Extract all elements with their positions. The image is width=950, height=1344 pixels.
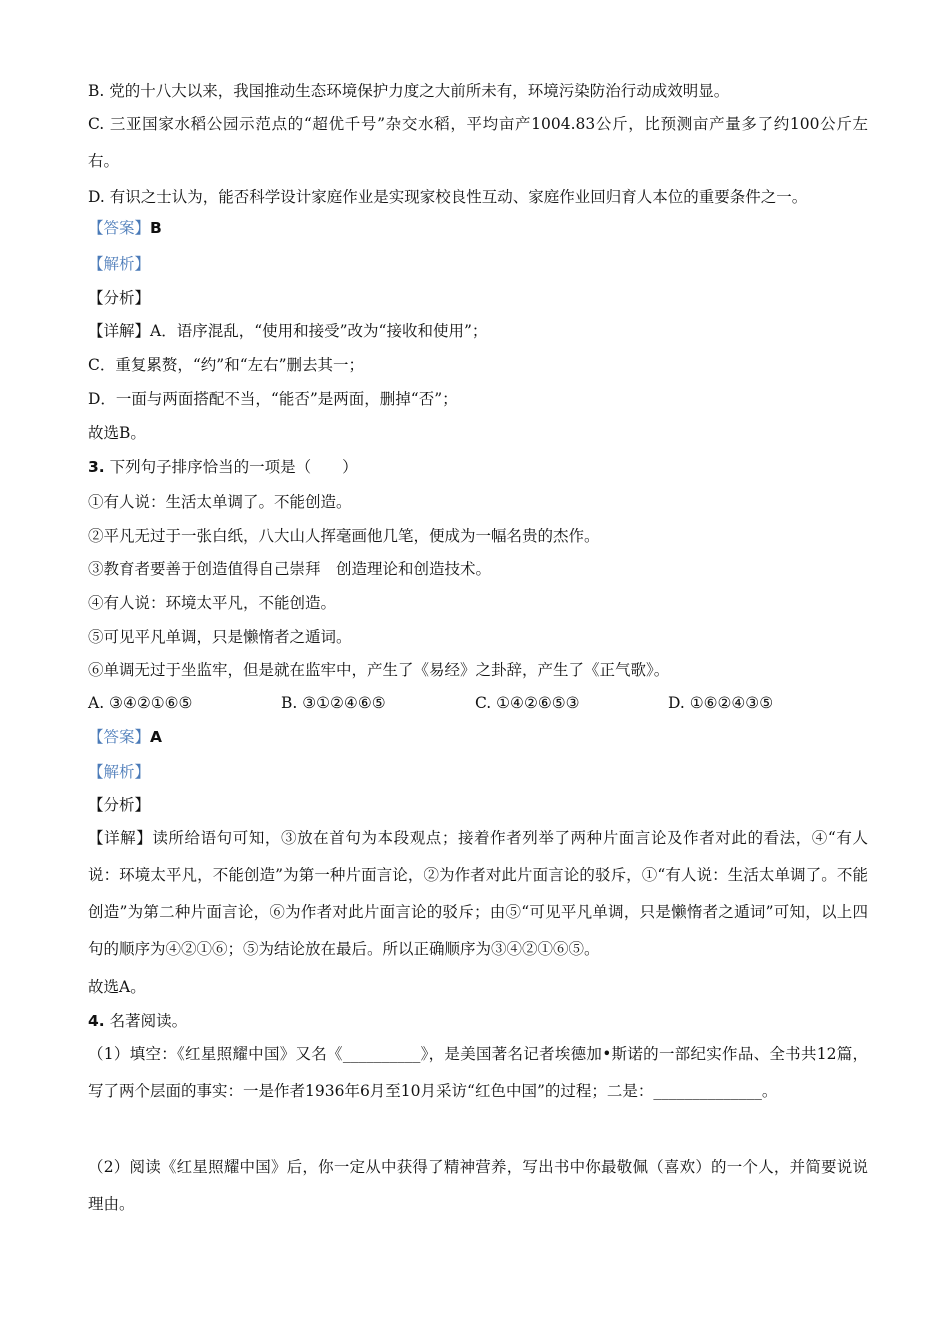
q3-option-d: D. ①⑥②④③⑤: [668, 694, 774, 712]
q4-part-2: （2）阅读《红星照耀中国》后，你一定从中获得了精神营养，写出书中你最敬佩（喜欢）的一个人，并简要说说理由。: [88, 1158, 868, 1213]
q2-option-b: B. 党的十八大以来，我国推动生态环境保护力度之大前所未有，环境污染防治行动成效明显。: [88, 82, 730, 100]
answer-tag: 【答案】: [88, 728, 151, 746]
q2-fenxi: 【分析】: [88, 289, 151, 307]
q3-conclusion: 故选A。: [88, 978, 146, 996]
q4-stem-text: 名著阅读。: [109, 1012, 188, 1030]
q3-option-a: A. ③④②①⑥⑤: [88, 694, 193, 712]
q3-sentence-4: ④有人说：环境太平凡，不能创造。: [88, 594, 337, 612]
q3-fenxi: 【分析】: [88, 796, 151, 814]
q2-detail-c: C．重复累赘，“约”和“左右”删去其一；: [88, 356, 365, 374]
q2-answer: [88, 217, 868, 239]
answer-value: A: [150, 728, 163, 746]
q2-option-d: D. 有识之士认为，能否科学设计家庭作业是实现家校良性互动、家庭作业回归育人本位的重要条件之一。: [88, 188, 808, 206]
q2-option-c: C. 三亚国家水稻公园示范点的“超优千号”杂交水稻，平均亩产1004.83公斤，比预测亩产量多了约100公斤左右。: [88, 115, 868, 170]
q3-sentence-2: ②平凡无过于一张白纸，八大山人挥毫画他几笔，便成为一幅名贵的杰作。: [88, 527, 600, 545]
q4-stem: [88, 1010, 868, 1032]
q3-stem-text: 下列句子排序恰当的一项是（ ）: [109, 458, 358, 476]
q3-sentence-1: ①有人说：生活太单调了。不能创造。: [88, 493, 352, 511]
answer-value: B: [150, 219, 162, 237]
answer-tag: 【答案】: [88, 219, 151, 237]
q4-number: 4.: [88, 1012, 105, 1030]
q3-detail: 【详解】读所给语句可知，③放在首句为本段观点；接着作者列举了两种片面言论及作者对此的看法，④“有人说：环境太平凡，不能创造”为第一种片面言论，②为作者对此片面言论的驳斥，①“有人说：生活太单调了。不能创造”为第二种片面言论，⑥为作者对此片面言论的驳斥；由⑤“可见平凡单调，只是懒惰者之遁词”可知，以上四句的顺序为④②①⑥；⑤为结论放在最后。所以正确顺序为③④②①⑥⑤。: [88, 829, 868, 958]
q3-options: [88, 692, 868, 714]
q3-answer: [88, 726, 868, 748]
q3-sentence-3: ③教育者要善于创造值得自己崇拜 创造理论和创造技术。: [88, 560, 492, 578]
q2-detail-a: 【详解】A．语序混乱，“使用和接受”改为“接收和使用”；: [88, 322, 488, 340]
q3-stem: [88, 456, 868, 478]
q2-conclusion: 故选B。: [88, 424, 146, 442]
q2-detail-d: D．一面与两面搭配不当，“能否”是两面，删掉“否”；: [88, 390, 458, 408]
q3-sentence-5: ⑤可见平凡单调，只是懒惰者之遁词。: [88, 628, 352, 646]
q3-number: 3.: [88, 458, 105, 476]
q4-part-1: （1）填空：《红星照耀中国》又名《__________》，是美国著名记者埃德加•斯诺的一部纪实作品、全书共12篇，写了两个层面的事实：一是作者1936年6月至10月采访“红色中国”的过程；二是：______________。: [88, 1045, 868, 1100]
q3-option-b: B. ③①②④⑥⑤: [281, 694, 386, 712]
q3-option-c: C. ①④②⑥⑤③: [475, 694, 580, 712]
q2-analysis-tag: 【解析】: [88, 255, 151, 273]
q3-analysis-tag: 【解析】: [88, 763, 151, 781]
q3-sentence-6: ⑥单调无过于坐监牢，但是就在监牢中，产生了《易经》之卦辞，产生了《正气歌》。: [88, 661, 670, 679]
